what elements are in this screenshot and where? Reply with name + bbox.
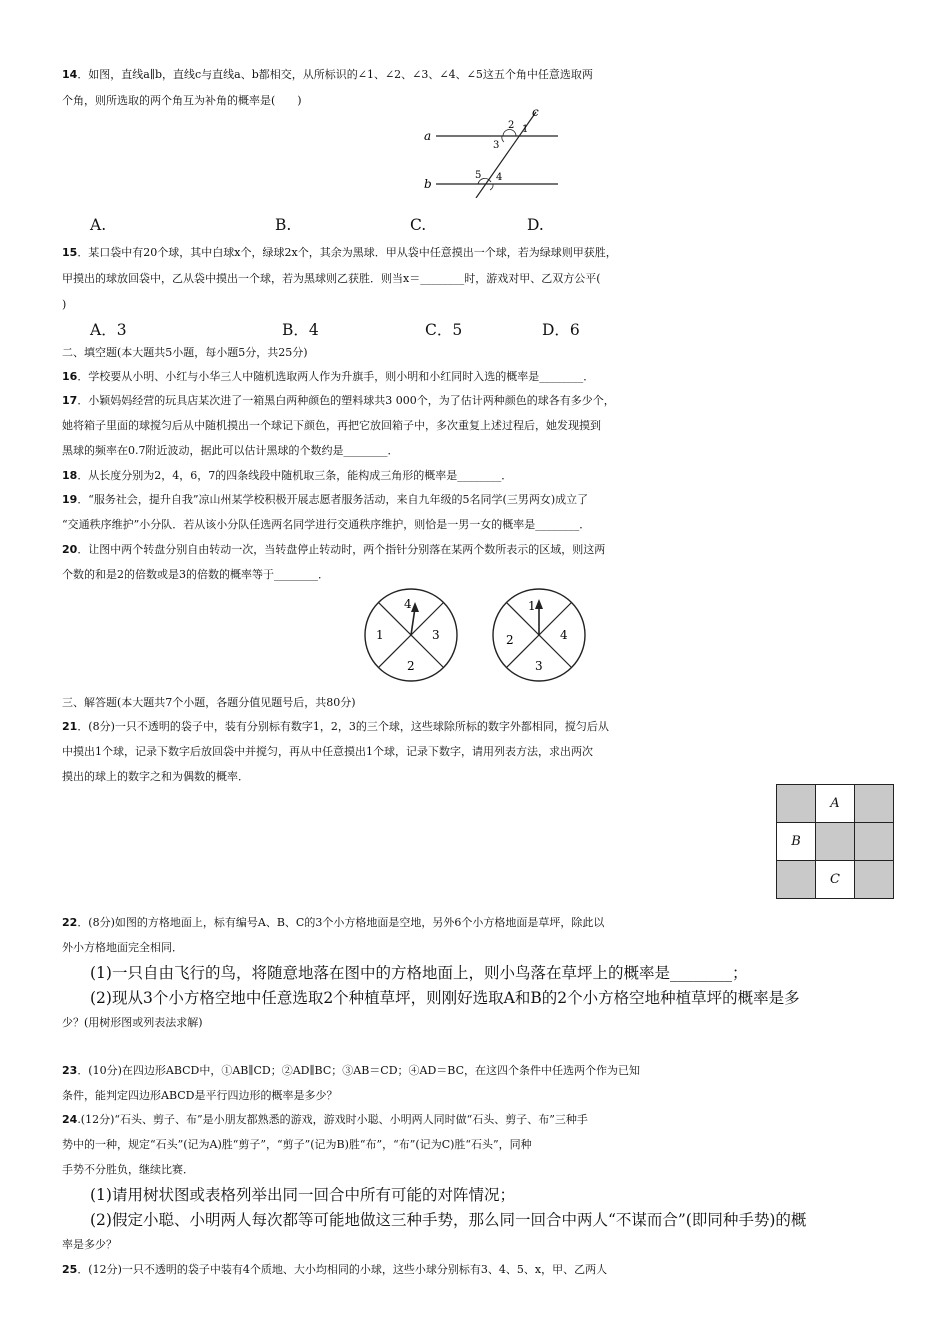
q23-line1: 23．(10分)在四边形ABCD中，①AB∥CD；②AD∥BC；③AB＝CD；④AD＝BC，在这四个条件中任选两个作为已知 <box>62 1064 640 1077</box>
grid-cell-grass <box>855 861 894 899</box>
q24-line1: 24.(12分)“石头、剪子、布”是小朋友都熟悉的游戏，游戏时小聪、小明两人同时做“石头、剪子、布”三种手 <box>62 1113 588 1126</box>
q17-line3: 黑球的频率在0.7附近波动，据此可以估计黑球的个数约是________． <box>62 444 399 457</box>
q14-option-b: B. <box>275 216 292 234</box>
q17-line2: 她将箱子里面的球搅匀后从中随机摸出一个球记下颜色，再把它放回箱子中，多次重复上述过程后，她发现摸到 <box>62 419 601 432</box>
q15-option-c: C．5 <box>425 321 463 339</box>
square-grid-figure <box>776 784 894 899</box>
grid-cell-grass <box>855 823 894 861</box>
q24-sub2-line1: (2)假定小聪、小明两人每次都等可能地做这三种手势，那么同一回合中两人“不谋而合”(即同种手势)的概 <box>90 1211 807 1229</box>
q22-sub2-line2: 少？(用树形图或列表法求解) <box>62 1016 203 1029</box>
spinner-right-sector-left: 2 <box>506 633 514 647</box>
spinner-right-sector-bottom: 3 <box>535 659 543 673</box>
q14-option-d: D. <box>527 216 544 234</box>
angle-3-label: 3 <box>493 140 500 151</box>
spinner-left-sector-right: 3 <box>432 628 440 642</box>
spinner-right-sector-right: 4 <box>560 628 568 642</box>
q21-line2: 中摸出1个球，记录下数字后放回袋中并搅匀，再从中任意摸出1个球，记录下数字，请用列表方法，求出两次 <box>62 745 593 758</box>
grid-cell-grass <box>777 861 816 899</box>
q15-option-d: D．6 <box>542 321 580 339</box>
q15-line3: ) <box>62 298 67 311</box>
line-a-label: a <box>424 129 432 143</box>
q22-line1: 22．(8分)如图的方格地面上，标有编号A、B、C的3个小方格地面是空地，另外6个小方格地面是草坪，除此以 <box>62 916 605 929</box>
grid-cell-a: A <box>816 785 855 823</box>
q21-line3: 摸出的球上的数字之和为偶数的概率． <box>62 770 249 783</box>
spinner-right-sector-top: 1 <box>528 599 536 613</box>
q22-line2: 外小方格地面完全相同． <box>62 941 183 954</box>
angle-4-label: 4 <box>496 172 503 183</box>
section-2-heading: 二、填空题(本大题共5小题，每小题5分，共25分) <box>62 346 308 359</box>
parallel-lines-figure <box>418 106 563 198</box>
q19-line1: 19．“服务社会，提升自我”凉山州某学校积极开展志愿者服务活动，来自九年级的5名同学(三男两女)成立了 <box>62 493 589 506</box>
q22-sub2-line1: (2)现从3个小方格空地中任意选取2个种植草坪，则刚好选取A和B的2个小方格空地种植草坪的概率是多 <box>90 989 800 1007</box>
q15-option-a: A．3 <box>90 321 127 339</box>
q20-line2: 个数的和是2的倍数或是3的倍数的概率等于________． <box>62 568 329 581</box>
q24-line2: 势中的一种，规定“石头”(记为A)胜“剪子”，“剪子”(记为B)胜“布”，“布”(记为C)胜“石头”，同种 <box>62 1138 532 1151</box>
q20-line1: 20．让图中两个转盘分别自由转动一次，当转盘停止转动时，两个指针分别落在某两个数所表示的区域，则这两 <box>62 543 606 556</box>
q21-line1: 21．(8分)一只不透明的袋子中，装有分别标有数字1，2，3的三个球，这些球除所标的数字外都相同，搅匀后从 <box>62 720 609 733</box>
q24-line3: 手势不分胜负，继续比赛． <box>62 1163 194 1176</box>
q14-option-c: C. <box>410 216 427 234</box>
q23-line2: 条件，能判定四边形ABCD是平行四边形的概率是多少？ <box>62 1089 338 1102</box>
q25-line1: 25．(12分)一只不透明的袋子中装有4个质地、大小均相同的小球，这些小球分别标有3、4、5、x，甲、乙两人 <box>62 1263 608 1276</box>
spinner-right <box>490 586 588 684</box>
spinner-left <box>362 586 460 684</box>
grid-cell-grass <box>816 823 855 861</box>
q17-line1: 17．小颖妈妈经营的玩具店某次进了一箱黑白两种颜色的塑料球共3 000个，为了估计两种颜色的球各有多少个， <box>62 394 615 407</box>
q18-text: 18．从长度分别为2，4，6，7的四条线段中随机取三条，能构成三角形的概率是________． <box>62 469 513 482</box>
grid-cell-b: B <box>777 823 816 861</box>
q22-sub1: (1)一只自由飞行的鸟，将随意地落在图中的方格地面上，则小鸟落在草坪上的概率是________； <box>90 964 748 982</box>
q15-option-b: B．4 <box>282 321 319 339</box>
angle-2-label: 2 <box>508 120 515 131</box>
q14-option-a: A. <box>90 216 107 234</box>
angle-1-label: 1 <box>522 124 529 135</box>
grid-cell-c: C <box>816 861 855 899</box>
q14-line1: 14．如图，直线a∥b，直线c与直线a、b都相交，从所标识的∠1、∠2、∠3、∠4、∠5这五个角中任意选取两 <box>62 68 593 81</box>
line-c-label: c <box>532 106 539 119</box>
grid-cell-grass <box>777 785 816 823</box>
line-b-label: b <box>424 177 432 191</box>
grid-cell-grass <box>855 785 894 823</box>
q24-sub1: (1)请用树状图或表格列举出同一回合中所有可能的对阵情况； <box>90 1186 515 1204</box>
q24-sub2-line2: 率是多少？ <box>62 1238 117 1251</box>
q16-text: 16．学校要从小明、小红与小华三人中随机选取两人作为升旗手，则小明和小红同时入选的概率是________． <box>62 370 595 383</box>
spinner-left-sector-left: 1 <box>376 628 384 642</box>
q14-line2: 个角，则所选取的两个角互为补角的概率是( ) <box>62 94 302 107</box>
angle-5-label: 5 <box>475 170 482 181</box>
spinner-left-sector-bottom: 2 <box>407 659 415 673</box>
q15-line1: 15．某口袋中有20个球，其中白球x个，绿球2x个，其余为黑球．甲从袋中任意摸出一个球，若为绿球则甲获胜， <box>62 246 617 259</box>
section-3-heading: 三、解答题(本大题共7个小题，各题分值见题号后，共80分) <box>62 696 356 709</box>
q15-line2: 甲摸出的球放回袋中，乙从袋中摸出一个球，若为黑球则乙获胜．则当x＝________时，游戏对甲、乙双方公平( <box>62 272 601 285</box>
spinner-left-sector-top: 4 <box>404 597 412 611</box>
q19-line2: “交通秩序维护”小分队．若从该小分队任选两名同学进行交通秩序维护，则恰是一男一女的概率是________． <box>62 518 591 531</box>
